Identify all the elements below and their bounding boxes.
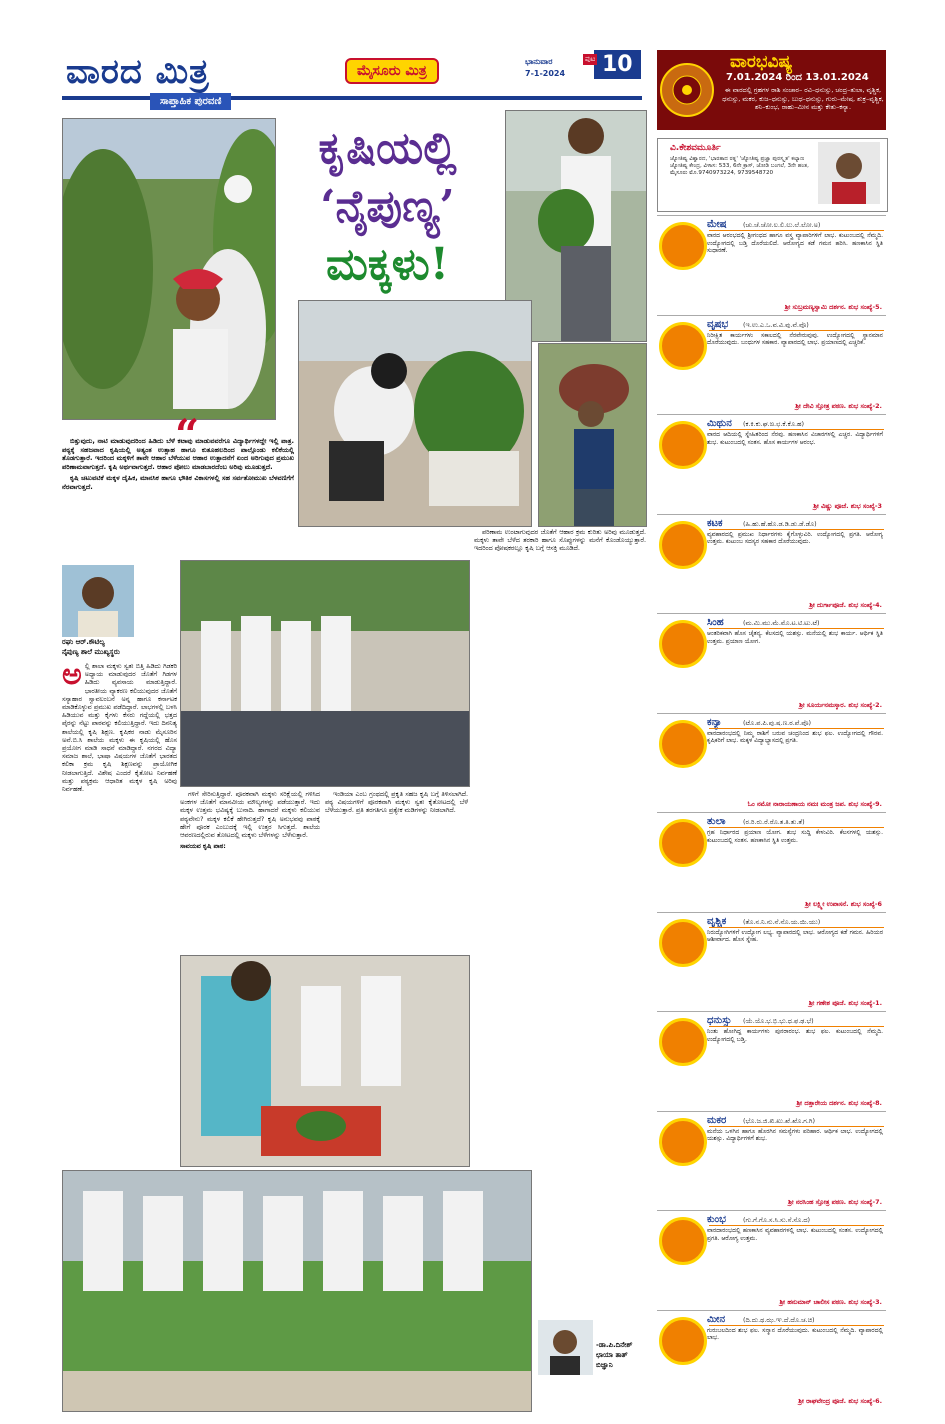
zodiac-sign-icon <box>659 322 707 370</box>
horoscope-sign-10 <box>657 1111 886 1212</box>
sign-remedy: ಶ್ರೀ ವಿಷ್ಣು ಪೂಜೆ. ಶುಭ ಸಂಖ್ಯೆ-3 <box>813 501 882 510</box>
sign-syllables: (ಮ.ಮಿ.ಮು.ಮೆ.ಮೊ.ಟ.ಟಿ.ಟು.ಟೆ) <box>743 619 820 627</box>
author-caption <box>62 637 180 657</box>
horoscope-sign-2 <box>657 315 886 416</box>
brand-logo: ಮೈಸೂರು ಮಿತ್ರ <box>345 58 439 84</box>
sign-name: ವೃಷಭ <box>707 318 729 330</box>
article-column-1 <box>62 662 177 1162</box>
masthead-subtitle: ಸಾಪ್ತಾಹಿಕ ಪುರವಣಿ <box>150 93 231 110</box>
sign-name: ಕುಂಭ <box>707 1214 726 1225</box>
sign-prediction: ಗುರುಬಲದಿಂದ ಶುಭ ಫಲ. ಸನ್ಮಾನ ದೊರೆಯುವುದು. ಕುಟುಂಬದಲ್ಲಿ ನೆಮ್ಮದಿ. ವ್ಯಾಪಾರದಲ್ಲಿ ಲಾಭ. <box>707 1326 883 1342</box>
photo-students-around-teacher <box>180 560 470 787</box>
sign-prediction: ವಾರದ ಆದಿಯಲ್ಲಿ ಸ್ನೇಹಿತರಿಂದ ನೆರವು. ಹಣಕಾಸಿನ ವಿಚಾರಗಳಲ್ಲಿ ಎಚ್ಚರ. ವಿದ್ಯಾರ್ಥಿಗಳಿಗೆ ಶುಭ. ಕುಟುಂಬದಲ್ಲಿ ಸಂತಸ. ಹೊಸ ಕಾರ್ಯಗಳ ಆರಂಭ. <box>707 431 883 446</box>
zodiac-sign-icon <box>659 222 707 270</box>
sign-rule <box>709 1225 884 1226</box>
horoscope-sign-12 <box>657 1310 886 1411</box>
zodiac-sign-icon <box>659 1317 707 1365</box>
horoscope-sign-4 <box>657 514 886 615</box>
author-photo <box>62 565 134 637</box>
dropcap: ಅ <box>62 662 82 692</box>
zodiac-sign-icon <box>659 819 707 867</box>
sign-rule <box>709 529 884 530</box>
sign-prediction: ನಿರೀಕ್ಷಿತ ಕಾರ್ಯಗಳು ಸಕಾಲದಲ್ಲಿ ನೆರವೇರುವುವು. ಉದ್ಯೋಗದಲ್ಲಿ ಸ್ಥಾನಮಾನ ದೊರೆಯುವುದು. ಬಂಧುಗಳ ಸಹಕಾರ. ವ್ಯಾಪಾರದಲ್ಲಿ ಲಾಭ. ಪ್ರಯಾಣದಲ್ಲಿ ಎಚ್ಚರಿಕೆ. <box>707 331 883 347</box>
sign-rule <box>709 927 884 928</box>
contributor-name: -ಡಾ.ಪಿ.ದಿನೇಶ್ <box>596 1341 633 1349</box>
sign-rule <box>709 429 884 430</box>
sign-name: ಕನ್ಯಾ <box>707 716 722 728</box>
sign-remedy: ಶ್ರೀ ದತ್ತಾರೇಯ ದರ್ಶನ. ಶುಭ ಸಂಖ್ಯೆ-8. <box>796 1098 882 1107</box>
article-col1-text: ಲ್ಲಿ ಶಾಲಾ ಮಕ್ಕಳು ಸ್ವತಃ ಬಿತ್ತಿ ಹಿಡಿದು ಗಿಡಕರಿ ಅಧ್ಯಾಯ ಮಾಡುವುದರ ಜೊತೆಗೆ ಗಿಡಗಳ ಹಿಡಿದು ವ್ಯವಸಾಯ ಮಾಡುತ್ತಿದ್ದಾರೆ. ಭಾರತೀಯ ವ್ಯಾಕರಣ ಕಲಿಯುವುದರ ಜೊತೆಗೆ ಸಸ್ಯಾಹಾರ ಸ್ವಾವಲಂಬನೆ ಅನ್ನ ಹಾಗೂ ಕರ್ನಾಟಕ ಮಾಡಿಕೊಳ್ಳುವ ಪ್ರಮುಖ ಪಡೆದಿದ್ದಾರೆ. ಲಾಭಗಳಲ್ಲಿ ಬಳಸಿ ಹಿಡಿಯುವ ಮತ್ತು ಕೈಗಳು ಕೆಸರು ಗದ್ದೆಯಲ್ಲಿ ಭತ್ತದ ಪೈರನ್ನು ನೆಟ್ಟು ಪಾಠವನ್ನು ಕಲಿಯುತ್ತಿದ್ದಾರೆ. ಇದು ದಿನನಿತ್ಯ ಶಾಲೆಯಲ್ಲಿ ಕೃಷಿ ಶಿಕ್ಷಣ. ಕೃಷಿಕರ ನಾಡು ಮೈಸೂರಿನ ಅವೆ.ಬಿ.ಸಿ ಶಾಲೆಯ ಮಕ್ಕಳು ಈ ಕೃಷಿಯಲ್ಲಿ ಹೊಸ ಪ್ರಯೋಗ ಮಾಡಿ ಸಾಧನೆ ಮಾಡಿದ್ದಾರೆ. ನಗರದ ವಿದ್ಯಾ ಸಮಾಜ ಶಾಲೆ, ಭಾಷಾ ವಿಷಯಗಳ ಜೊತೆಗೆ ಭಾರತದ ಕಲಿಕಾ ಕ್ರಮ ಕೃಷಿ ಶಿಕ್ಷಣವನ್ನು ಪ್ರಾಯೋಗಿಕ ನೀಡಲಾಗುತ್ತಿದೆ. ವಿಶೇಷ ಎಂದರೆ ಕೈತೋಟ ನಿರ್ವಹಣೆ ಮತ್ತು ಪಠ್ಯಕ್ರಮ ಆಧಾರಿತ ಮಕ್ಕಳ ಕೃಷಿ ಅರಿವು ನಿರ್ವಹಣೆ. <box>62 662 177 794</box>
sign-remedy: ಶ್ರೀ ಸುಬ್ರಮಣ್ಯಸ್ವಾಮಿ ದರ್ಶನ. ಶುಭ ಸಂಖ್ಯೆ-5. <box>784 302 882 311</box>
photo-teacher-showing-leaf <box>180 955 470 1167</box>
horoscope-sign-8 <box>657 912 886 1013</box>
article-subhead: ಸಾವಯವ ಕೃಷಿ ಪಾಠ: <box>180 842 226 851</box>
page-number: 10 <box>594 50 641 79</box>
zodiac-sign-icon <box>659 620 707 668</box>
zodiac-wheel-icon <box>657 50 717 130</box>
issue-date: 7-1-2024 <box>525 69 566 78</box>
sign-name: ಸಿಂಹ <box>707 617 724 628</box>
issue-day: ಭಾನುವಾರ <box>525 57 553 66</box>
contributor-caption <box>596 1340 646 1370</box>
masthead-title: ವಾರದ ಮಿತ್ರ <box>66 52 210 92</box>
sign-prediction: ಆಂತರಿಕವಾಗಿ ಹೊಸ ಚೈತನ್ಯ. ಕೆಲಸದಲ್ಲಿ ಯಶಸ್ಸು. ಮನೆಯಲ್ಲಿ ಶುಭ ಕಾರ್ಯ. ಆರ್ಥಿಕ ಸ್ಥಿತಿ ಉತ್ತಮ. ಪ್ರಯಾಣ ಯೋಗ. <box>707 630 883 645</box>
sign-remedy: ಶ್ರೀ ನರಸಿಂಹ ಸ್ತೋತ್ರ ಪಠಣ. ಶುಭ ಸಂಖ್ಯೆ-7. <box>788 1198 882 1206</box>
photo-students-picking-beans <box>62 118 276 420</box>
sign-rule <box>709 1126 884 1127</box>
horoscope-sign-7 <box>657 812 886 913</box>
headline-line-3: ಮಕ್ಕಳು! <box>325 239 450 290</box>
horoscope-sign-11 <box>657 1210 886 1311</box>
sign-rule <box>709 628 884 629</box>
issue-date-block <box>525 56 565 80</box>
zodiac-sign-icon <box>659 1018 707 1066</box>
page-label: ಪುಟ <box>585 55 596 63</box>
horoscope-intro: ಈ ವಾರದಲ್ಲಿ ಗ್ರಹಗಳ ರಾಶಿ ಸಂಚಾರ– ರವಿ–ಧನುಸ್ಸು, ಚಂದ್ರ–ತುಲಾ, ವೃಶ್ಚಿಕ, ಧನುಸ್ಸು, ಮಕರ, ಕುಜ–ಧನುಸ್ಸು, ಬುಧ–ಧನುಸ್ಸು, ಗುರು–ಮೇಷ, ಶುಕ್ರ–ವೃಶ್ಚಿಕ, ಶನಿ–ಕುಂಭ, ರಾಹು–ಮೀನ ಮತ್ತು ಕೇತು–ಕನ್ಯಾ. <box>722 86 884 111</box>
sign-syllables: (ಗು.ಗೆ.ಗೊ.ಸ.ಸಿ.ಸು.ಸೆ.ಸೊ.ದ) <box>743 1216 811 1224</box>
sign-remedy: ಶ್ರೀ ದುರ್ಗಾಪೂಜೆ. ಶುಭ ಸಂಖ್ಯೆ-4. <box>809 601 882 609</box>
horoscope-sign-9 <box>657 1011 886 1112</box>
zodiac-sign-icon <box>659 421 707 469</box>
sign-name: ಧನುಸ್ಸು <box>707 1015 732 1026</box>
contributor-role: ಛಾಯಾ ತಾತ್ ಬಿಜ್ಞಾನಿ <box>596 1351 628 1369</box>
zodiac-sign-icon <box>659 1217 707 1265</box>
sign-syllables: (ತೊ.ನ.ನಿ.ನು.ನೆ.ನೊ.ಯ.ಯಿ.ಯು) <box>743 917 821 926</box>
sign-remedy: ಶ್ರೀ ಹನುಮಾನ್ ಚಾಲೀಸ ಪಠಣ. ಶುಭ ಸಂಖ್ಯೆ-3. <box>779 1297 882 1306</box>
sign-syllables: (ಹಿ.ಹು.ಹೆ.ಹೊ.ಡ.ಡಿ.ಡು.ಡೆ.ಡೊ) <box>743 519 817 528</box>
sign-name: ಮೀನ <box>707 1313 725 1325</box>
sign-name: ಮೇಷ <box>707 219 727 230</box>
zodiac-sign-icon <box>659 919 707 967</box>
sign-rule <box>709 1026 884 1027</box>
astrologer-name: ವಿ.ಕೇಶವಮೂರ್ತಿ <box>670 143 721 153</box>
sign-name: ವೃಶ್ಚಿಕ <box>707 915 727 927</box>
sign-rule <box>709 827 884 828</box>
article-column-4 <box>474 528 646 1316</box>
pull-quote-mark: “ <box>175 410 200 459</box>
article-column-2 <box>180 790 320 952</box>
author-role: ನೈಪುಣ್ಯ ಶಾಲೆ ಮುಖ್ಯಸ್ಥರು <box>62 648 120 656</box>
sign-rule <box>709 330 884 331</box>
horoscope-sign-1 <box>657 215 886 316</box>
masthead-rule <box>62 96 642 100</box>
article-col4-text: ಪರಿಣಾಮ ಉಂಟಾಗುವುದರ ಜೊತೆಗೆ ಆಹಾರ ಕ್ರಮ ಕುರಿತು ಅರಿವು ಮೂಡುತ್ತದೆ. ಮಕ್ಕಳು ತಾವೇ ಬೆಳೆದ ತರಕಾರಿ ಹಾಗೂ ಸೊಪ್ಪುಗಳನ್ನು ಮನೆಗೆ ಕೊಂಡೊಯ್ಯುತ್ತಾರೆ. ಇದರಿಂದ ಪೋಷಕರಲ್ಲೂ ಕೃಷಿ ಬಗ್ಗೆ ಆಸಕ್ತಿ ಮೂಡಿದೆ. <box>474 528 646 553</box>
horoscope-sign-5 <box>657 613 886 714</box>
photo-child-tending-plants <box>298 300 532 527</box>
sign-remedy: ಶ್ರೀ ಗಣೇಶ ಪೂಜೆ. ಶುಭ ಸಂಖ್ಯೆ-1. <box>808 999 882 1007</box>
zodiac-sign-icon <box>659 720 707 768</box>
sign-remedy: ಶ್ರೀ ಲಕ್ಷ್ಮೀ ಉಪಾಸನೆ. ಶುಭ ಸಂಖ್ಯೆ-6 <box>805 899 882 908</box>
sign-syllables: (ಟೊ.ಪ.ಪಿ.ಪು.ಷ.ಣ.ಠ.ಪೆ.ಪೊ) <box>743 718 812 727</box>
sign-rule <box>709 728 884 729</box>
sign-rule <box>709 230 884 231</box>
sign-name: ಮಕರ <box>707 1114 727 1126</box>
sign-syllables: (ರ.ರಿ.ರು.ರೆ.ರೊ.ತ.ತಿ.ತು.ತೆ) <box>743 818 805 826</box>
pull-quote-text-2: ಕೃಷಿ ಚಟುವಟಿಕೆ ಮಕ್ಕಳ ದೈಹಿಕ, ಮಾನಸಿಕ ಹಾಗೂ ಭೌತಿಕ ವಿಕಾಸಗಳಲ್ಲಿ ಸಹ ಸರ್ವತೋಮುಖ ಬೆಳವಣಿಗೆಗೆ ನೆರವಾಗುತ್ತದೆ. <box>62 474 294 491</box>
sign-syllables: (ಚು.ಚೆ.ಚೋ.ಲ.ಲಿ.ಲು.ಲೆ.ಲೋ.ಅ) <box>743 221 821 229</box>
sign-remedy: ಶ್ರೀ ಸೂರ್ಯನಮಸ್ಕಾರ. ಶುಭ ಸಂಖ್ಯೆ-2. <box>798 700 882 709</box>
astrologer-info: ಜ್ಯೋತಿಷ್ಯ ವಿಶ್ವಾರದ, 'ಭಾರತಾದ ರತ್ನ' 'ಜ್ಯೋತಿಷ್ಯ ಪ್ರಜ್ಞಾ ಪುರಸ್ಕೃತ' ಕಲ್ಯಾಣ ಜ್ಯೋತಿಷ್ಯ ಕೇಂದ್ರ, ವಿಳಾಸ: 533, 6ನೇ ಕ್ರಾಸ್, ಜೋಡಿ ಬಂಗಲೆ, 3ನೇ ಹಂತ, ಮೈಸೂರು ಮೊ.9740973224, 9739548720 <box>670 156 809 176</box>
horoscope-sign-3 <box>657 414 886 515</box>
headline-line-1: ಕೃಷಿಯಲ್ಲಿ <box>318 123 457 174</box>
pull-quote <box>62 437 294 555</box>
sign-remedy: ಶ್ರೀ ದೇವಿ ಸ್ತೋತ್ರ ಪಠಣ. ಶುಭ ಸಂಖ್ಯೆ-2. <box>795 402 882 410</box>
sign-remedy: ಶ್ರೀ ರಾಘವೇಂದ್ರ ಪೂಜೆ. ಶುಭ ಸಂಖ್ಯೆ-6. <box>798 1397 882 1405</box>
sign-syllables: (ಕ.ಕಿ.ಕು.ಘ.ಙ.ಛ.ಕೆ.ಕೊ.ಹ) <box>743 420 805 428</box>
photo-boy-with-leaves-on-head <box>538 343 647 527</box>
sign-prediction: ವಾರದ ಆರಂಭದಲ್ಲಿ ಶ್ರೀಗಂಧದ ಹಾಗೂ ವಸ್ತ್ರ ವ್ಯಾಪಾರಿಗಳಿಗೆ ಲಾಭ. ಕುಟುಂಬದಲ್ಲಿ ನೆಮ್ಮದಿ. ಉದ್ಯೋಗದಲ್ಲಿ ಬಡ್ತಿ ದೊರೆಯಲಿದೆ. ಆರೋಗ್ಯದ ಕಡೆ ಗಮನ ಹರಿಸಿ. ಹಣಕಾಸಿನ ಸ್ಥಿತಿ ಸುಧಾರಣೆ. <box>707 232 883 255</box>
sign-name: ಕಟಕ <box>707 517 723 529</box>
article-col2-text: ಗಳಿಗೆ ಸೇರಿಸುತ್ತಿದ್ದಾರೆ. ಪೂರಕವಾಗಿ ಮಕ್ಕಳು ಸರಿಕ್ಷೆಯಲ್ಲಿ ಗಳಿಸಿದ ಅಂಕಗಳ ಜೊತೆಗೆ ಮಾನವೀಯ ಮೌಲ್ಯಗಳನ್ನು ಪಡೆಯುತ್ತಾರೆ. ಇದು ಮಕ್ಕಳ ಉತ್ತಮ ಭವಿಷ್ಯಕ್ಕೆ ಬುನಾದಿ. ಹಾಗಾದರೆ ಮಕ್ಕಳು ಕಲಿಯುವ ಪಠ್ಯವೇನು? ಮಕ್ಕಳ ಕಲಿಕೆ ಹೇಗಿರುತ್ತದೆ? ಕೃಷಿ ಅನುಭವವು ಪಾಠಕ್ಕೆ ಹೇಗೆ ಪೂರಕ ಎಂಬುದಕ್ಕೆ ಇಲ್ಲಿ ಉತ್ತರ ಸಿಗುತ್ತದೆ. ಶಾಲೆಯ ಆವರಣದಲ್ಲಿರುವ ತೋಟದಲ್ಲಿ ಮಕ್ಕಳು ಬೆಳೆಗಳನ್ನು ಬೆಳೆಸುತ್ತಾರೆ. <box>180 790 320 840</box>
sign-syllables: (ದಿ.ದು.ಥ.ಝ.ಞ.ದೆ.ದೊ.ಚ.ಚಿ) <box>743 1315 815 1324</box>
article-col3-text: ಇಂಡಿಯಾ ಎಂಬ ಗ್ರಂಥದಲ್ಲಿ ಪ್ರಕೃತಿ ಸಹಜ ಕೃಷಿ ಬಗ್ಗೆ ತಿಳಿಸಲಾಗಿದೆ. ಪಠ್ಯ ವಿಷಯಗಳಿಗೆ ಪೂರಕವಾಗಿ ಮಕ್ಕಳು ಸ್ವತಃ ಕೈತೋಟದಲ್ಲಿ ಬೆಳೆ ಬೆಳೆಯುತ್ತಾರೆ. ಪ್ರತಿ ತರಗತಿಗೂ ಪ್ರತ್ಯೇಕ ಮಡಿಗಳನ್ನು ನೀಡಲಾಗಿದೆ. <box>325 790 468 815</box>
sign-prediction: ನಿಂತು ಹೋಗಿದ್ದ ಕಾರ್ಯಗಳು ಪುನರಾರಂಭ. ಶುಭ ಫಲ. ಕುಟುಂಬದಲ್ಲಿ ನೆಮ್ಮದಿ. ಉದ್ಯೋಗದಲ್ಲಿ ಬಡ್ತಿ. <box>707 1028 883 1043</box>
sign-prediction: ವಾರದಾರಂಭದಲ್ಲಿ ನಿಮ್ಮ ರಾಶಿಗೆ ಬರುವ ಚಂದ್ರನಿಂದ ಶುಭ ಫಲ. ಉದ್ಯೋಗದಲ್ಲಿ ಗೌರವ. ಕೃಷಿಕರಿಗೆ ಲಾಭ. ಮಕ್ಕಳ ವಿದ್ಯಾಭ್ಯಾಸದಲ್ಲಿ ಪ್ರಗತಿ. <box>707 729 883 745</box>
sign-name: ಮಿಥುನ <box>707 418 732 429</box>
photo-group-near-vegetable-bed <box>62 1170 532 1412</box>
headline-line-2: ‘ನೈಪುಣ್ಯ’ <box>320 181 455 232</box>
pull-quote-text: ಬಿತ್ತುವುದು, ನಾಟಿ ಮಾಡುವುದರಿಂದ ಹಿಡಿದು ಬೆಳೆ ಕಟಾವು ಮಾಡುವವರೆಗೂ ವಿದ್ಯಾರ್ಥಿಗಳದ್ದೇ ಇಲ್ಲಿ ಪಾತ್ರ. ಪಠ್ಯಕ್ಕೆ ಸಹಜವಾದ ಕೃಷಿಯಲ್ಲಿ ಅತ್ಯಂತ ಉತ್ಸಾಹ ಹಾಗೂ ಕುತೂಹಲದಿಂದ ಪಾಲ್ಗೊಂಡು ಕಲಿಕೆಯಲ್ಲಿ ತೊಡಗುತ್ತಾರೆ. ಇದರಿಂದ ಮಕ್ಕಳಿಗೆ ತಾವೇ ಆಹಾರ ಬೆಳೆಯುವ ಆಹಾರ ಉತ್ಪಾದನೆಗೆ ಏಂದ ಅರಿಗುವುದ ಪ್ರಮುಖ ಪರಿಣಾಮವಾಗುತ್ತದೆ. ಕೃಷಿ ಅರ್ಥವಾಗುತ್ತದೆ. ಆಹಾರ ಪೋಲು ಮಾಡಬಾರದೆಂಬ ಅರಿವು ಮೂಡುತ್ತದೆ. <box>62 437 294 471</box>
zodiac-sign-icon <box>659 1118 707 1166</box>
sign-syllables: (ಇ.ಉ.ಎ.ಒ.ವ.ವಿ.ವು.ವೆ.ವೊ) <box>743 320 809 329</box>
article-headline <box>280 120 495 300</box>
sign-prediction: ಮನೆಯ ಒಳಗಿನ ಹಾಗೂ ಹೊರಗಿನ ಸಮಸ್ಯೆಗಳು ಪರಿಹಾರ. ಆರ್ಥಿಕ ಲಾಭ. ಉದ್ಯೋಗದಲ್ಲಿ ಯಶಸ್ಸು. ವಿದ್ಯಾರ್ಥಿಗಳಿಗೆ ಶುಭ. <box>707 1127 883 1143</box>
author-name: ರಘು ಆರ್.ಕೌಟಿಲ್ಯ <box>62 638 105 646</box>
sign-syllables: (ಯೆ.ಯೊ.ಭ.ಭಿ.ಭು.ಧ.ಫ.ಢ.ಭೆ) <box>743 1017 814 1025</box>
horoscope-date-range: 7.01.2024 ರಿಂದ 13.01.2024 <box>726 72 869 83</box>
sign-rule <box>709 1325 884 1326</box>
sign-name: ತುಲಾ <box>707 816 726 827</box>
horoscope-title: ವಾರಭವಿಷ್ಯ <box>730 52 793 72</box>
sign-prediction: ನಿರುದ್ಯೋಗಿಗಳಿಗೆ ಉದ್ಯೋಗ ಲಭ್ಯ. ವ್ಯಾಪಾರದಲ್ಲಿ ಲಾಭ. ಆರೋಗ್ಯದ ಕಡೆ ಗಮನ. ಹಿರಿಯರ ಆಶೀರ್ವಾದ. ಹೊಸ ಸ್ನೇಹ. <box>707 928 883 944</box>
horoscope-sign-6 <box>657 713 886 814</box>
astrologer-photo <box>818 142 880 204</box>
zodiac-sign-icon <box>659 521 707 569</box>
sign-prediction: ವ್ಯವಹಾರದಲ್ಲಿ ಪ್ರಮುಖ ನಿರ್ಧಾರಗಳು ಕೈಗೊಳ್ಳುವಿರಿ. ಉದ್ಯೋಗದಲ್ಲಿ ಪ್ರಗತಿ. ಆರೋಗ್ಯ ಉತ್ತಮ. ಕುಟುಂಬ ಸದಸ್ಯರ ಸಹಕಾರ ದೊರೆಯುವುದು. <box>707 530 883 546</box>
contributor-photo <box>538 1320 593 1375</box>
sign-syllables: (ಭೊ.ಜ.ಜಿ.ಖಿ.ಖು.ಖೆ.ಖೊ.ಗ.ಗಿ) <box>743 1116 815 1125</box>
sign-prediction: ವಾರದಾರಂಭದಲ್ಲಿ ಹಣಕಾಸಿನ ವ್ಯವಹಾರಗಳಲ್ಲಿ ಲಾಭ. ಕುಟುಂಬದಲ್ಲಿ ಸಂತಸ. ಉದ್ಯೋಗದಲ್ಲಿ ಪ್ರಗತಿ. ಆರೋಗ್ಯ ಉತ್ತಮ. <box>707 1227 883 1242</box>
sign-remedy: ಓಂ ನಮೋ ನಾರಾಯಣಾಯ ನಮಃ ಮಂತ್ರ ಜಪ. ಶುಭ ಸಂಖ್ಯೆ-9. <box>747 800 882 808</box>
article-column-3 <box>325 790 468 952</box>
sign-prediction: ಗ್ರಹ ನಿರ್ಧಾರದ ಪ್ರಯಾಣ ಯೋಗ. ಶುಭ ಸುದ್ದಿ ಕೇಳುವಿರಿ. ಕೆಲಸಗಳಲ್ಲಿ ಯಶಸ್ಸು. ಕುಟುಂಬದಲ್ಲಿ ಸಂತಸ. ಹಣಕಾಸಿನ ಸ್ಥಿತಿ ಉತ್ತಮ. <box>707 829 883 844</box>
